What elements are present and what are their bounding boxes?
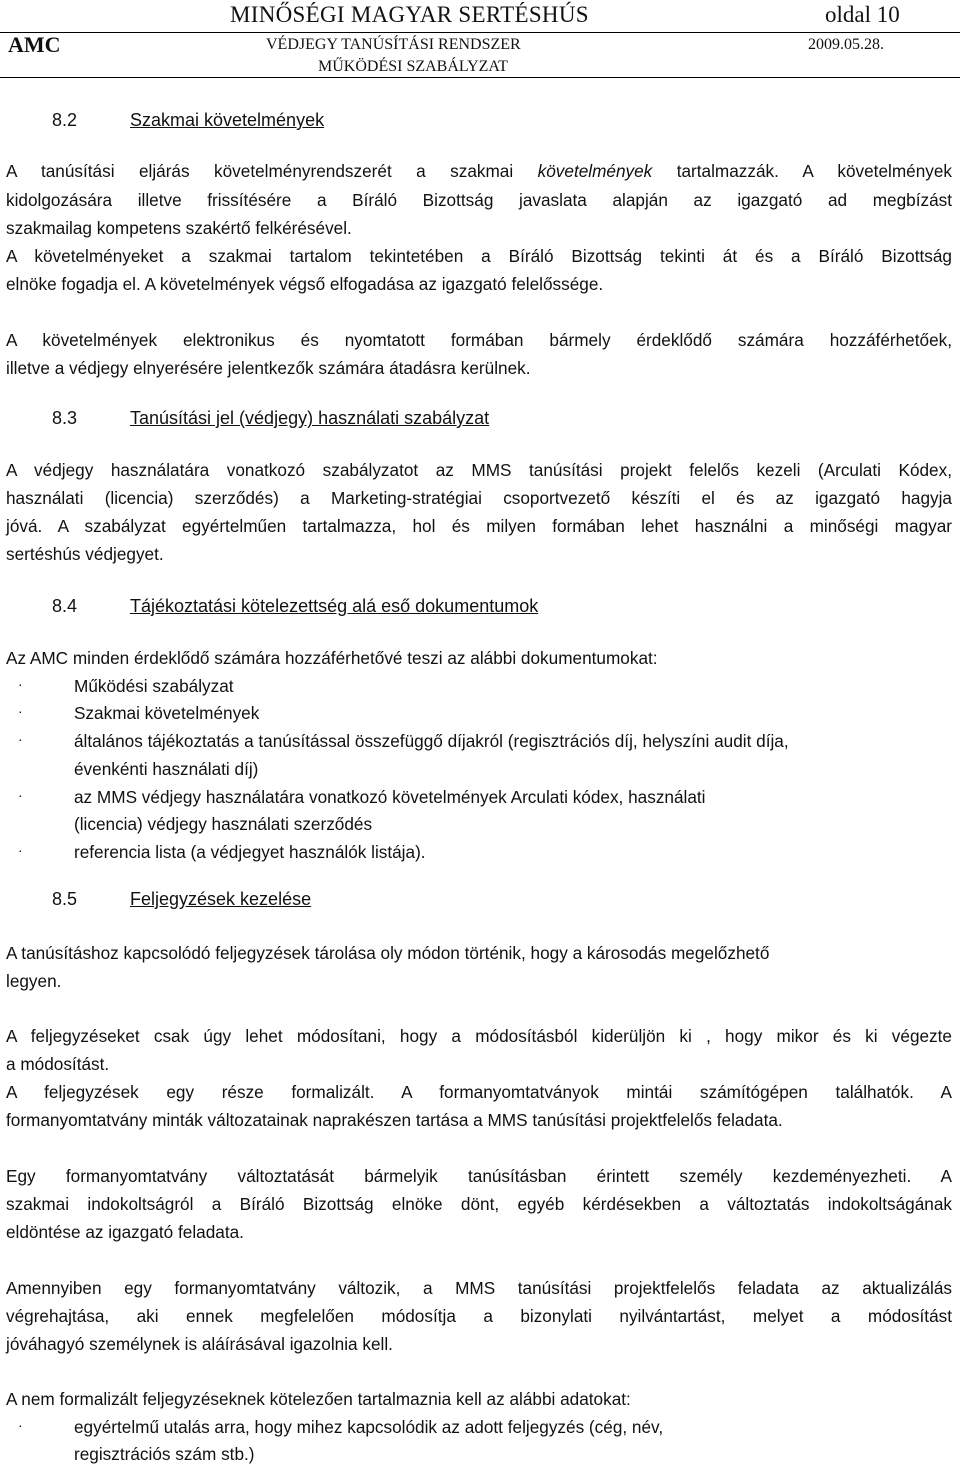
list-item-text: Szakmai követelmények: [74, 703, 260, 723]
list-item-text: általános tájékoztatás a tanúsítással összefüggő díjakról (regisztrációs díj, helyszíni audit díja,: [74, 731, 789, 751]
bullet-icon: ·: [18, 676, 23, 692]
section-number: 8.4: [52, 596, 78, 616]
section-title: Tanúsítási jel (védjegy) használati szabályzat: [130, 408, 490, 428]
paragraph-line: A követelményeket a szakmai tartalom tekintetében a Bíráló Bizottság tekinti át és a Bíráló Bizottság: [6, 246, 952, 266]
paragraph-line: legyen.: [6, 971, 62, 991]
paragraph-line: A védjegy használatára vonatkozó szabályzatot az MMS tanúsítási projekt felelős kezeli (Arculati Kódex,: [6, 460, 952, 480]
document-date: 2009.05.28.: [808, 36, 884, 53]
text-run: A tanúsítási eljárás követelményrendszerét a szakmai: [6, 161, 538, 181]
document-subtitle-2: MŰKÖDÉSI SZABÁLYZAT: [318, 58, 508, 75]
paragraph-line: formanyomtatvány minták változatainak naprakészen tartása a MMS tanúsítási projektfelelős feladata.: [6, 1110, 783, 1130]
paragraph-line: szakmailag kompetens szakértő felkérésével.: [6, 218, 352, 238]
paragraph-line: A követelmények elektronikus és nyomtatott formában bármely érdeklődő számára hozzáférhetőek,: [6, 330, 952, 350]
paragraph-line: jóvá. A szabályzat egyértelműen tartalmazza, hol és milyen formában lehet használni a minőségi magyar: [6, 516, 952, 536]
paragraph-line: A tanúsításhoz kapcsolódó feljegyzések tárolása oly módon történik, hogy a károsodás megelőzhető: [6, 943, 770, 963]
paragraph-line: szakmai indokoltságról a Bíráló Bizottság elnöke dönt, egyéb kérdésekben a változtatás indokoltságának: [6, 1194, 952, 1214]
section-title: Szakmai követelmények: [130, 110, 325, 130]
page-number: oldal 10: [825, 2, 900, 27]
emphasis-text: követelmények: [537, 161, 653, 181]
paragraph-line: A nem formalizált feljegyzéseknek kötelezően tartalmaznia kell az alábbi adatokat:: [6, 1389, 631, 1409]
document-title: MINŐSÉGI MAGYAR SERTÉSHÚS: [230, 2, 589, 27]
paragraph-line: kidolgozására illetve frissítésére a Bíráló Bizottság javaslata alapján az igazgató ad megbízást: [6, 190, 952, 210]
list-item-text: egyértelmű utalás arra, hogy mihez kapcsolódik az adott feljegyzés (cég, név,: [74, 1417, 664, 1437]
list-item-text: (licencia) védjegy használati szerződés: [74, 814, 373, 834]
paragraph-line: Amennyiben egy formanyomtatvány változik, a MMS tanúsítási projektfelelős feladata az aktualizálás: [6, 1278, 952, 1298]
list-item-text: Működési szabályzat: [74, 676, 234, 696]
bullet-icon: ·: [18, 1417, 23, 1433]
list-item-text: az MMS védjegy használatára vonatkozó követelmények Arculati kódex, használati: [74, 787, 706, 807]
header-divider-top: [0, 32, 960, 33]
paragraph-line: a módosítást.: [6, 1054, 110, 1074]
section-title: Feljegyzések kezelése: [130, 889, 312, 909]
paragraph-line: jóváhagyó személynek is aláírásával igazolnia kell.: [6, 1334, 393, 1354]
text-run: tartalmazzák. A követelmények: [652, 161, 953, 181]
paragraph-line: Az AMC minden érdeklődő számára hozzáférhetővé teszi az alábbi dokumentumokat:: [6, 648, 658, 668]
section-title: Tájékoztatási kötelezettség alá eső dokumentumok: [130, 596, 539, 616]
section-number: 8.2: [52, 110, 78, 130]
paragraph-line: sertéshús védjegyet.: [6, 544, 164, 564]
paragraph-line: A feljegyzéseket csak úgy lehet módosítani, hogy a módosításból kiderüljön ki , hogy mikor és ki végezte: [6, 1026, 952, 1046]
list-item-text: regisztrációs szám stb.): [74, 1444, 255, 1464]
paragraph-line: használati (licencia) szerződés) a Marketing-stratégiai csoportvezető készíti el és az igazgató hagyja: [6, 488, 952, 508]
document-subtitle: VÉDJEGY TANÚSÍTÁSI RENDSZER: [266, 36, 521, 53]
paragraph-line: [6, 158, 952, 185]
paragraph-line: eldöntése az igazgató feladata.: [6, 1222, 244, 1242]
list-item-text: évenkénti használati díj): [74, 759, 259, 779]
paragraph-line: Egy formanyomtatvány változtatását bármelyik tanúsításban érintett személy kezdeményezheti. A: [6, 1166, 952, 1186]
section-number: 8.3: [52, 408, 78, 428]
bullet-icon: ·: [18, 731, 23, 747]
list-item-text: referencia lista (a védjegyet használók listája).: [74, 842, 426, 862]
bullet-icon: ·: [18, 842, 23, 858]
section-number: 8.5: [52, 889, 78, 909]
org-abbreviation: AMC: [8, 32, 61, 57]
page-header: [0, 0, 960, 78]
paragraph-line: A feljegyzések egy része formalizált. A formanyomtatványok mintái számítógépen találhatók. A: [6, 1082, 952, 1102]
bullet-icon: ·: [18, 703, 23, 719]
paragraph-line: elnöke fogadja el. A követelmények végső elfogadása az igazgató felelőssége.: [6, 274, 604, 294]
paragraph-line: végrehajtása, aki ennek megfelelően módosítja a bizonylati nyilvántartást, melyet a módosítást: [6, 1306, 952, 1326]
header-divider-bottom: [0, 77, 960, 78]
paragraph-line: illetve a védjegy elnyerésére jelentkezők számára átadásra kerülnek.: [6, 358, 531, 378]
bullet-icon: ·: [18, 787, 23, 803]
